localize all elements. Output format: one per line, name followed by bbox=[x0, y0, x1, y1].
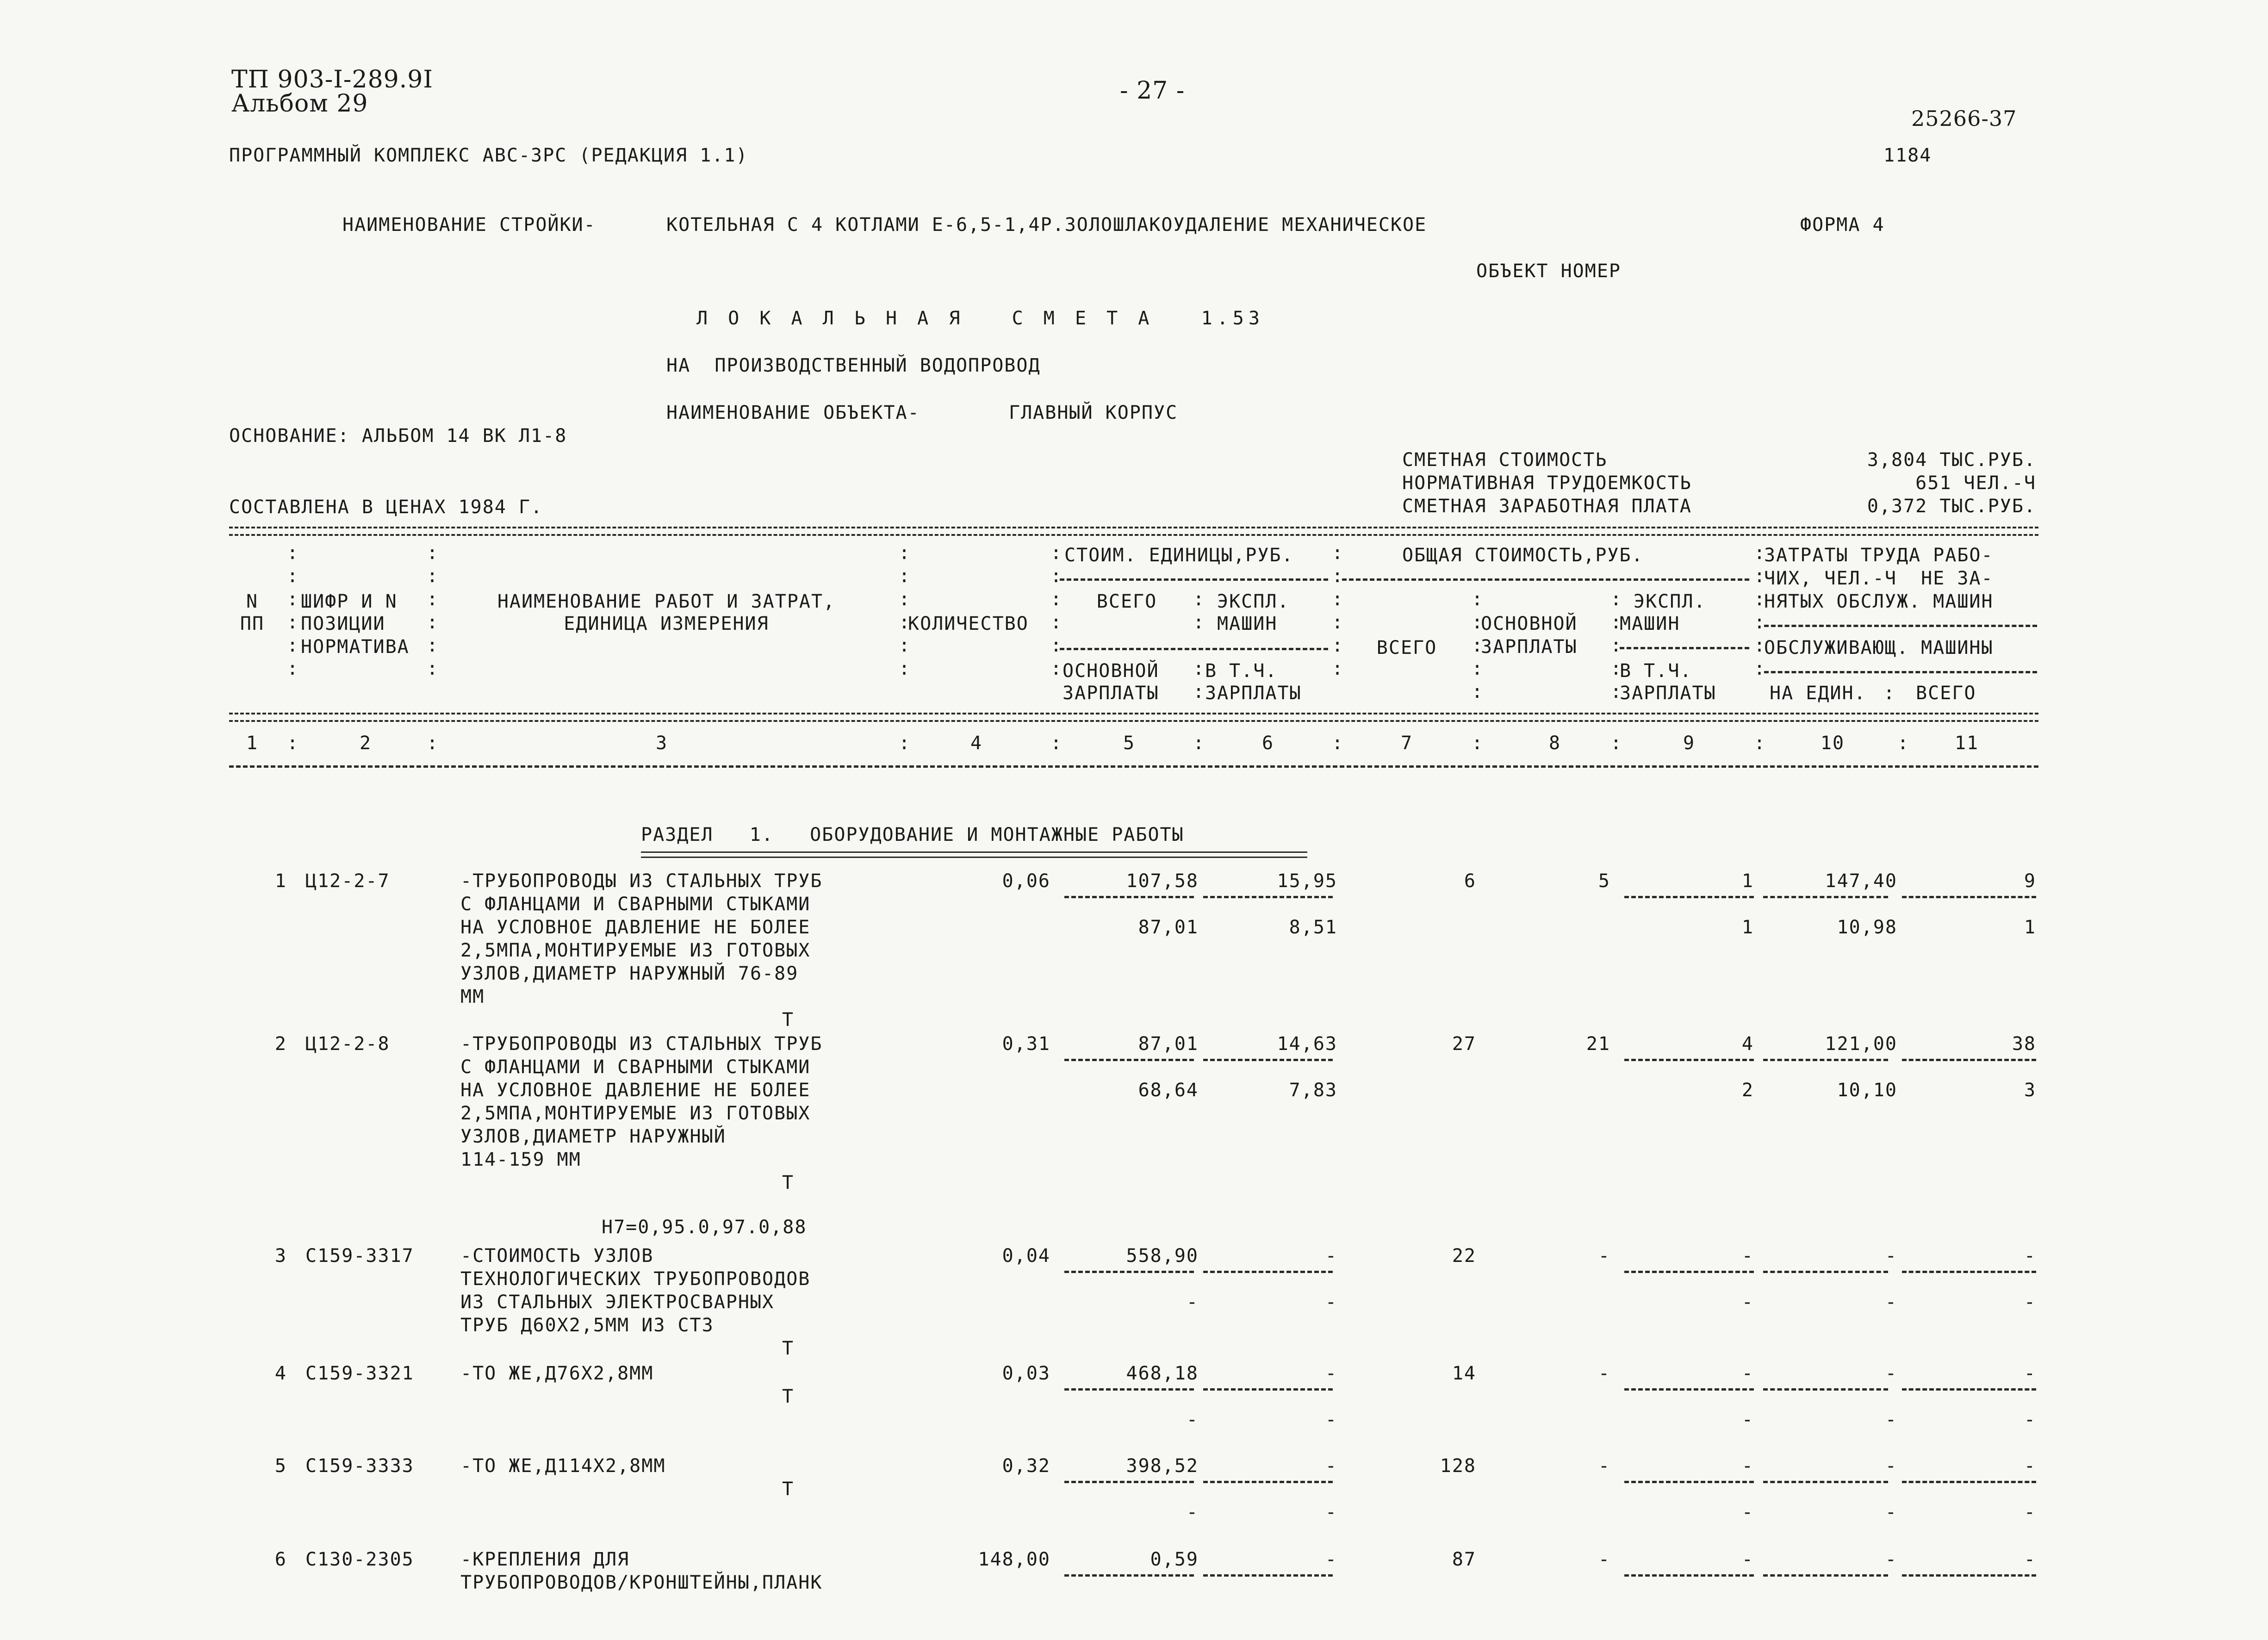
cell-qty: 0,04 bbox=[1002, 1245, 1050, 1267]
row-number: 6 bbox=[274, 1549, 287, 1570]
cell-c6b: - bbox=[1325, 1409, 1337, 1430]
cell-c10b: - bbox=[1885, 1502, 1897, 1523]
col-qty-header: КОЛИЧЕСТВО bbox=[908, 613, 1029, 634]
cell-c8: - bbox=[1598, 1245, 1610, 1267]
cell-c6b: - bbox=[1325, 1502, 1337, 1523]
row-number: 3 bbox=[274, 1245, 287, 1267]
prices-label: СОСТАВЛЕНА В ЦЕНАХ 1984 Г. bbox=[229, 497, 543, 518]
col-num-header: N bbox=[246, 591, 259, 612]
col10-header: НА ЕДИН. bbox=[1770, 683, 1866, 704]
object-name-value: ГЛАВНЫЙ КОРПУС bbox=[1009, 402, 1178, 423]
row-code: Ц12-2-8 bbox=[305, 1033, 390, 1055]
column-number: 3 bbox=[655, 733, 668, 754]
cell-c9b: - bbox=[1741, 1292, 1754, 1313]
row-code: С159-3317 bbox=[305, 1245, 414, 1267]
row-name-line: ТРУБОПРОВОДОВ/КРОНШТЕЙНЫ,ПЛАНК bbox=[460, 1572, 823, 1593]
cell-c10: - bbox=[1885, 1549, 1897, 1570]
cell-c5: 398,52 bbox=[1126, 1455, 1199, 1477]
column-number: 4 bbox=[970, 733, 983, 754]
col-sep: : : : : : : bbox=[1754, 542, 1765, 679]
cell-c5: 468,18 bbox=[1126, 1363, 1199, 1384]
cell-c10b: 10,10 bbox=[1837, 1080, 1897, 1101]
doc-code-right: 25266-37 bbox=[1911, 106, 2017, 131]
cell-c7: 128 bbox=[1440, 1455, 1476, 1477]
cell-c5b: 68,64 bbox=[1138, 1080, 1199, 1101]
row-note: Н7=0,95.0,97.0,88 bbox=[602, 1217, 807, 1238]
row-name-line: С ФЛАНЦАМИ И СВАРНЫМИ СТЫКАМИ bbox=[460, 894, 811, 915]
form-label: ФОРМА 4 bbox=[1800, 214, 1885, 236]
col5-top-header: ВСЕГО bbox=[1096, 591, 1157, 612]
unit-cost-header: СТОИМ. ЕДИНИЦЫ,РУБ. bbox=[1064, 545, 1294, 566]
construction-value: КОТЕЛЬНАЯ С 4 КОТЛАМИ Е-6,5-1,4Р.ЗОЛОШЛАКОУДАЛЕНИЕ МЕХАНИЧЕСКОЕ bbox=[666, 214, 1427, 236]
cell-c7: 87 bbox=[1452, 1549, 1476, 1570]
row-name-line: УЗЛОВ,ДИАМЕТР НАРУЖНЫЙ bbox=[460, 1126, 726, 1147]
cell-c9b: 2 bbox=[1741, 1080, 1754, 1101]
row-number: 5 bbox=[274, 1455, 287, 1477]
column-number-sep: : bbox=[1193, 733, 1205, 754]
cell-qty: 0,06 bbox=[1002, 870, 1050, 892]
column-number: 10 bbox=[1820, 733, 1845, 754]
col6-top-header: ЭКСПЛ. bbox=[1217, 591, 1290, 612]
cell-c9: - bbox=[1741, 1549, 1754, 1570]
summary-value-cost: 3,804 ТЫС.РУБ. bbox=[1867, 449, 2036, 471]
cell-c5b: - bbox=[1186, 1292, 1199, 1313]
cell-c9: 4 bbox=[1741, 1033, 1754, 1055]
col-sep: : : : : : : bbox=[1332, 542, 1343, 679]
cell-separator bbox=[1203, 1574, 1333, 1577]
cell-separator bbox=[1763, 1059, 1888, 1061]
row-name-line: -ТО ЖЕ,Д114Х2,8ММ bbox=[460, 1455, 666, 1477]
column-number: 6 bbox=[1261, 733, 1274, 754]
col-code-header: ШИФР И N bbox=[301, 591, 398, 612]
cell-c10b: - bbox=[1885, 1409, 1897, 1430]
cell-c11b: - bbox=[2024, 1409, 2036, 1430]
row-name-line: НА УСЛОВНОЕ ДАВЛЕНИЕ НЕ БОЛЕЕ bbox=[460, 917, 811, 938]
column-number-sep: : bbox=[1897, 733, 1910, 754]
row-name-line: НА УСЛОВНОЕ ДАВЛЕНИЕ НЕ БОЛЕЕ bbox=[460, 1080, 811, 1101]
row-name-line: -КРЕПЛЕНИЯ ДЛЯ bbox=[460, 1549, 630, 1570]
cell-c6b: 8,51 bbox=[1289, 917, 1337, 938]
cell-c11: - bbox=[2024, 1549, 2036, 1570]
construction-label: НАИМЕНОВАНИЕ СТРОЙКИ- bbox=[342, 214, 596, 236]
row-unit: Т bbox=[782, 1172, 795, 1193]
cell-c8: - bbox=[1598, 1549, 1610, 1570]
column-number: 11 bbox=[1954, 733, 1979, 754]
cell-separator bbox=[1624, 896, 1754, 898]
labor-header: ЗАТРАТЫ ТРУДА РАБО- bbox=[1764, 545, 1994, 566]
cell-separator bbox=[1763, 1574, 1888, 1577]
cell-c9: - bbox=[1741, 1363, 1754, 1384]
row-number: 4 bbox=[274, 1363, 287, 1384]
header-bottom-rule bbox=[229, 765, 2038, 768]
cell-c11: 9 bbox=[2024, 870, 2036, 892]
cell-c7: 6 bbox=[1464, 870, 1476, 892]
cell-separator bbox=[1624, 1059, 1754, 1061]
col-sep: : : : : : : bbox=[287, 542, 298, 679]
col6-bot-header: ЗАРПЛАТЫ bbox=[1205, 683, 1302, 704]
col6-top-header: МАШИН bbox=[1217, 613, 1278, 634]
row-name-line: ММ bbox=[460, 986, 485, 1007]
estimate-title: Л О К А Л Ь Н А Я С М Е Т А 1.53 bbox=[696, 308, 1264, 329]
col6-bot-header: В Т.Ч. bbox=[1205, 660, 1278, 682]
cell-separator bbox=[1902, 1574, 2036, 1577]
col-sep: : : : : bbox=[1193, 589, 1205, 702]
row-unit: Т bbox=[782, 1478, 795, 1500]
cell-c6b: 7,83 bbox=[1289, 1080, 1337, 1101]
column-number: 5 bbox=[1123, 733, 1136, 754]
row-code: С130-2305 bbox=[305, 1549, 414, 1570]
col-sep: : : : : : : bbox=[1050, 542, 1062, 679]
cell-c9: - bbox=[1741, 1455, 1754, 1477]
cell-c11: 38 bbox=[2012, 1033, 2036, 1055]
cell-c5b: 87,01 bbox=[1138, 917, 1199, 938]
cell-separator bbox=[1624, 1574, 1754, 1577]
cell-separator bbox=[1902, 1059, 2036, 1061]
cell-separator bbox=[1064, 1481, 1194, 1483]
cell-c5: 87,01 bbox=[1138, 1033, 1199, 1055]
album-label: Альбом 29 bbox=[231, 90, 368, 118]
doc-code: ТП 903-I-289.9I bbox=[231, 66, 433, 93]
col-num-header: ПП bbox=[240, 613, 265, 634]
row-name-line: ТРУБ Д60Х2,5ММ ИЗ СТ3 bbox=[460, 1315, 714, 1336]
cell-c6: - bbox=[1325, 1363, 1337, 1384]
sheet-number: 1184 bbox=[1883, 145, 1932, 166]
col11-header: ВСЕГО bbox=[1916, 683, 1976, 704]
column-number-sep: : bbox=[1610, 733, 1623, 754]
header-rule bbox=[1060, 578, 1328, 581]
cell-separator bbox=[1902, 896, 2036, 898]
cell-c8: - bbox=[1598, 1363, 1610, 1384]
cell-separator bbox=[1902, 1388, 2036, 1391]
cell-c9b: - bbox=[1741, 1409, 1754, 1430]
cell-c6: - bbox=[1325, 1549, 1337, 1570]
column-number: 1 bbox=[246, 733, 259, 754]
cell-separator bbox=[1203, 1271, 1333, 1273]
cell-separator bbox=[1624, 1271, 1754, 1273]
cell-separator bbox=[1763, 1481, 1888, 1483]
column-number-sep: : bbox=[1472, 733, 1484, 754]
row-code: Ц12-2-7 bbox=[305, 870, 390, 892]
table-top-rule bbox=[229, 527, 2038, 536]
column-number: 2 bbox=[359, 733, 372, 754]
summary-value-labor: 651 ЧЕЛ.-Ч bbox=[1915, 472, 2036, 494]
row-number: 1 bbox=[274, 870, 287, 892]
column-number: 9 bbox=[1683, 733, 1696, 754]
col7-header: ВСЕГО bbox=[1376, 637, 1437, 658]
cell-c5b: - bbox=[1186, 1409, 1199, 1430]
labor-mid-header: ОБСЛУЖИВАЮЩ. МАШИНЫ bbox=[1764, 637, 1994, 658]
row-number: 2 bbox=[274, 1033, 287, 1055]
cell-c11: - bbox=[2024, 1245, 2036, 1267]
header-rule bbox=[1620, 647, 1749, 649]
header-number-rule bbox=[229, 713, 2038, 722]
col-name-header: ЕДИНИЦА ИЗМЕРЕНИЯ bbox=[564, 613, 769, 634]
col10-11-sep: : bbox=[1883, 683, 1896, 704]
basis-label: ОСНОВАНИЕ: АЛЬБОМ 14 ВК Л1-8 bbox=[229, 425, 567, 447]
total-cost-header: ОБЩАЯ СТОИМОСТЬ,РУБ. bbox=[1402, 545, 1644, 566]
cell-c10: - bbox=[1885, 1245, 1897, 1267]
cell-qty: 0,03 bbox=[1002, 1363, 1050, 1384]
cell-c5: 107,58 bbox=[1126, 870, 1199, 892]
col-sep: : : : : : bbox=[1610, 589, 1622, 702]
cell-c10: 121,00 bbox=[1825, 1033, 1897, 1055]
program-title: ПРОГРАММНЫЙ КОМПЛЕКС АВС-3РС (РЕДАКЦИЯ 1.1) bbox=[229, 145, 748, 166]
cell-separator bbox=[1064, 1574, 1194, 1577]
col-code-header: ПОЗИЦИИ bbox=[301, 613, 385, 634]
row-name-line: -ТРУБОПРОВОДЫ ИЗ СТАЛЬНЫХ ТРУБ bbox=[460, 1033, 823, 1055]
cell-separator bbox=[1064, 1059, 1194, 1061]
header-rule bbox=[1060, 648, 1328, 650]
row-name-line: -СТОИМОСТЬ УЗЛОВ bbox=[460, 1245, 654, 1267]
row-name-line: ТЕХНОЛОГИЧЕСКИХ ТРУБОПРОВОДОВ bbox=[460, 1268, 811, 1290]
cell-qty: 0,32 bbox=[1002, 1455, 1050, 1477]
cell-qty: 148,00 bbox=[978, 1549, 1050, 1570]
column-number-sep: : bbox=[899, 733, 911, 754]
col5-bot-header: ЗАРПЛАТЫ bbox=[1063, 683, 1159, 704]
row-unit: Т bbox=[782, 1386, 795, 1407]
cell-c9b: - bbox=[1741, 1502, 1754, 1523]
column-number-sep: : bbox=[427, 733, 439, 754]
cell-c9: - bbox=[1741, 1245, 1754, 1267]
cell-c6: 14,63 bbox=[1277, 1033, 1337, 1055]
labor-header: ЧИХ, ЧЕЛ.-Ч НЕ ЗА- bbox=[1764, 568, 1994, 589]
column-number: 7 bbox=[1400, 733, 1413, 754]
col-name-header: НАИМЕНОВАНИЕ РАБОТ И ЗАТРАТ, bbox=[497, 591, 836, 612]
row-name-line: ИЗ СТАЛЬНЫХ ЭЛЕКТРОСВАРНЫХ bbox=[460, 1292, 775, 1313]
header-rule bbox=[1764, 625, 2037, 627]
cell-separator bbox=[1203, 1059, 1333, 1061]
cell-c8: - bbox=[1598, 1455, 1610, 1477]
column-number-sep: : bbox=[1050, 733, 1063, 754]
column-number-sep: : bbox=[1332, 733, 1344, 754]
row-name-line: С ФЛАНЦАМИ И СВАРНЫМИ СТЫКАМИ bbox=[460, 1056, 811, 1078]
column-number: 8 bbox=[1548, 733, 1561, 754]
cell-c5: 558,90 bbox=[1126, 1245, 1199, 1267]
cell-c7: 22 bbox=[1452, 1245, 1476, 1267]
row-name-line: 114-159 ММ bbox=[460, 1149, 581, 1170]
section-underline bbox=[641, 851, 1307, 858]
row-code: С159-3321 bbox=[305, 1363, 414, 1384]
cell-separator bbox=[1203, 1388, 1333, 1391]
cell-c7: 27 bbox=[1452, 1033, 1476, 1055]
row-unit: Т bbox=[782, 1338, 795, 1359]
row-code: С159-3333 bbox=[305, 1455, 414, 1477]
summary-value-wage: 0,372 ТЫС.РУБ. bbox=[1867, 496, 2036, 517]
cell-c8: 5 bbox=[1598, 870, 1610, 892]
column-number-sep: : bbox=[1754, 733, 1766, 754]
cell-c11b: - bbox=[2024, 1292, 2036, 1313]
cell-separator bbox=[1624, 1388, 1754, 1391]
cell-c6: 15,95 bbox=[1277, 870, 1337, 892]
cell-c6b: - bbox=[1325, 1292, 1337, 1313]
labor-header: НЯТЫХ ОБСЛУЖ. МАШИН bbox=[1764, 591, 1994, 612]
header-rule bbox=[1342, 578, 1749, 581]
row-unit: Т bbox=[782, 1009, 795, 1031]
cell-c5: 0,59 bbox=[1150, 1549, 1199, 1570]
cell-c10b: 10,98 bbox=[1837, 917, 1897, 938]
col-sep: : : : : : bbox=[1472, 589, 1483, 702]
row-name-line: 2,5МПА,МОНТИРУЕМЫЕ ИЗ ГОТОВЫХ bbox=[460, 940, 811, 961]
cell-c8: 21 bbox=[1586, 1033, 1610, 1055]
col9-top-header: ЭКСПЛ. bbox=[1634, 591, 1706, 612]
cell-c10: - bbox=[1885, 1363, 1897, 1384]
cell-c6: - bbox=[1325, 1455, 1337, 1477]
col9-bot-header: В Т.Ч. bbox=[1620, 660, 1692, 682]
cell-c11b: 3 bbox=[2024, 1080, 2036, 1101]
cell-separator bbox=[1203, 896, 1333, 898]
col-code-header: НОРМАТИВА bbox=[301, 636, 410, 658]
row-name-line: -ТРУБОПРОВОДЫ ИЗ СТАЛЬНЫХ ТРУБ bbox=[460, 870, 823, 892]
object-number: ОБЪЕКТ НОМЕР bbox=[1476, 261, 1621, 282]
cell-c6: - bbox=[1325, 1245, 1337, 1267]
cell-separator bbox=[1064, 1388, 1194, 1391]
cell-c10: - bbox=[1885, 1455, 1897, 1477]
col8-header: ОСНОВНОЙ bbox=[1481, 613, 1578, 634]
cell-separator bbox=[1064, 1271, 1194, 1273]
cell-c10b: - bbox=[1885, 1292, 1897, 1313]
cell-c11b: - bbox=[2024, 1502, 2036, 1523]
summary-label-labor: НОРМАТИВНАЯ ТРУДОЕМКОСТЬ bbox=[1402, 472, 1692, 494]
col9-bot-header: ЗАРПЛАТЫ bbox=[1620, 683, 1716, 704]
cell-separator bbox=[1763, 1271, 1888, 1273]
cell-c10: 147,40 bbox=[1825, 870, 1897, 892]
cell-c7: 14 bbox=[1452, 1363, 1476, 1384]
column-number-sep: : bbox=[287, 733, 299, 754]
estimate-for: НА ПРОИЗВОДСТВЕННЫЙ ВОДОПРОВОД bbox=[666, 355, 1041, 376]
cell-separator bbox=[1763, 1388, 1888, 1391]
summary-label-cost: СМЕТНАЯ СТОИМОСТЬ bbox=[1402, 449, 1608, 471]
col-sep: : : : : : : bbox=[899, 542, 910, 679]
col8-header: ЗАРПЛАТЫ bbox=[1481, 636, 1578, 658]
page-number: - 27 - bbox=[1120, 77, 1185, 105]
cell-qty: 0,31 bbox=[1002, 1033, 1050, 1055]
cell-c11b: 1 bbox=[2024, 917, 2036, 938]
col5-bot-header: ОСНОВНОЙ bbox=[1063, 660, 1159, 682]
cell-c9: 1 bbox=[1741, 870, 1754, 892]
col-sep: : : : : : : bbox=[427, 542, 438, 679]
cell-c11: - bbox=[2024, 1363, 2036, 1384]
cell-c9b: 1 bbox=[1741, 917, 1754, 938]
cell-separator bbox=[1763, 896, 1888, 898]
cell-separator bbox=[1624, 1481, 1754, 1483]
header-rule bbox=[1764, 671, 2037, 673]
row-name-line: 2,5МПА,МОНТИРУЕМЫЕ ИЗ ГОТОВЫХ bbox=[460, 1103, 811, 1124]
col9-top-header: МАШИН bbox=[1620, 613, 1680, 634]
row-name-line: -ТО ЖЕ,Д76Х2,8ММ bbox=[460, 1363, 654, 1384]
object-name-label: НАИМЕНОВАНИЕ ОБЪЕКТА- bbox=[666, 402, 920, 423]
cell-separator bbox=[1203, 1481, 1333, 1483]
cell-separator bbox=[1064, 896, 1194, 898]
cell-separator bbox=[1902, 1481, 2036, 1483]
cell-c11: - bbox=[2024, 1455, 2036, 1477]
section-title: РАЗДЕЛ 1. ОБОРУДОВАНИЕ И МОНТАЖНЫЕ РАБОТЫ bbox=[641, 824, 1184, 845]
row-name-line: УЗЛОВ,ДИАМЕТР НАРУЖНЫЙ 76-89 bbox=[460, 963, 799, 984]
summary-label-wage: СМЕТНАЯ ЗАРАБОТНАЯ ПЛАТА bbox=[1402, 496, 1692, 517]
cell-separator bbox=[1902, 1271, 2036, 1273]
cell-c5b: - bbox=[1186, 1502, 1199, 1523]
